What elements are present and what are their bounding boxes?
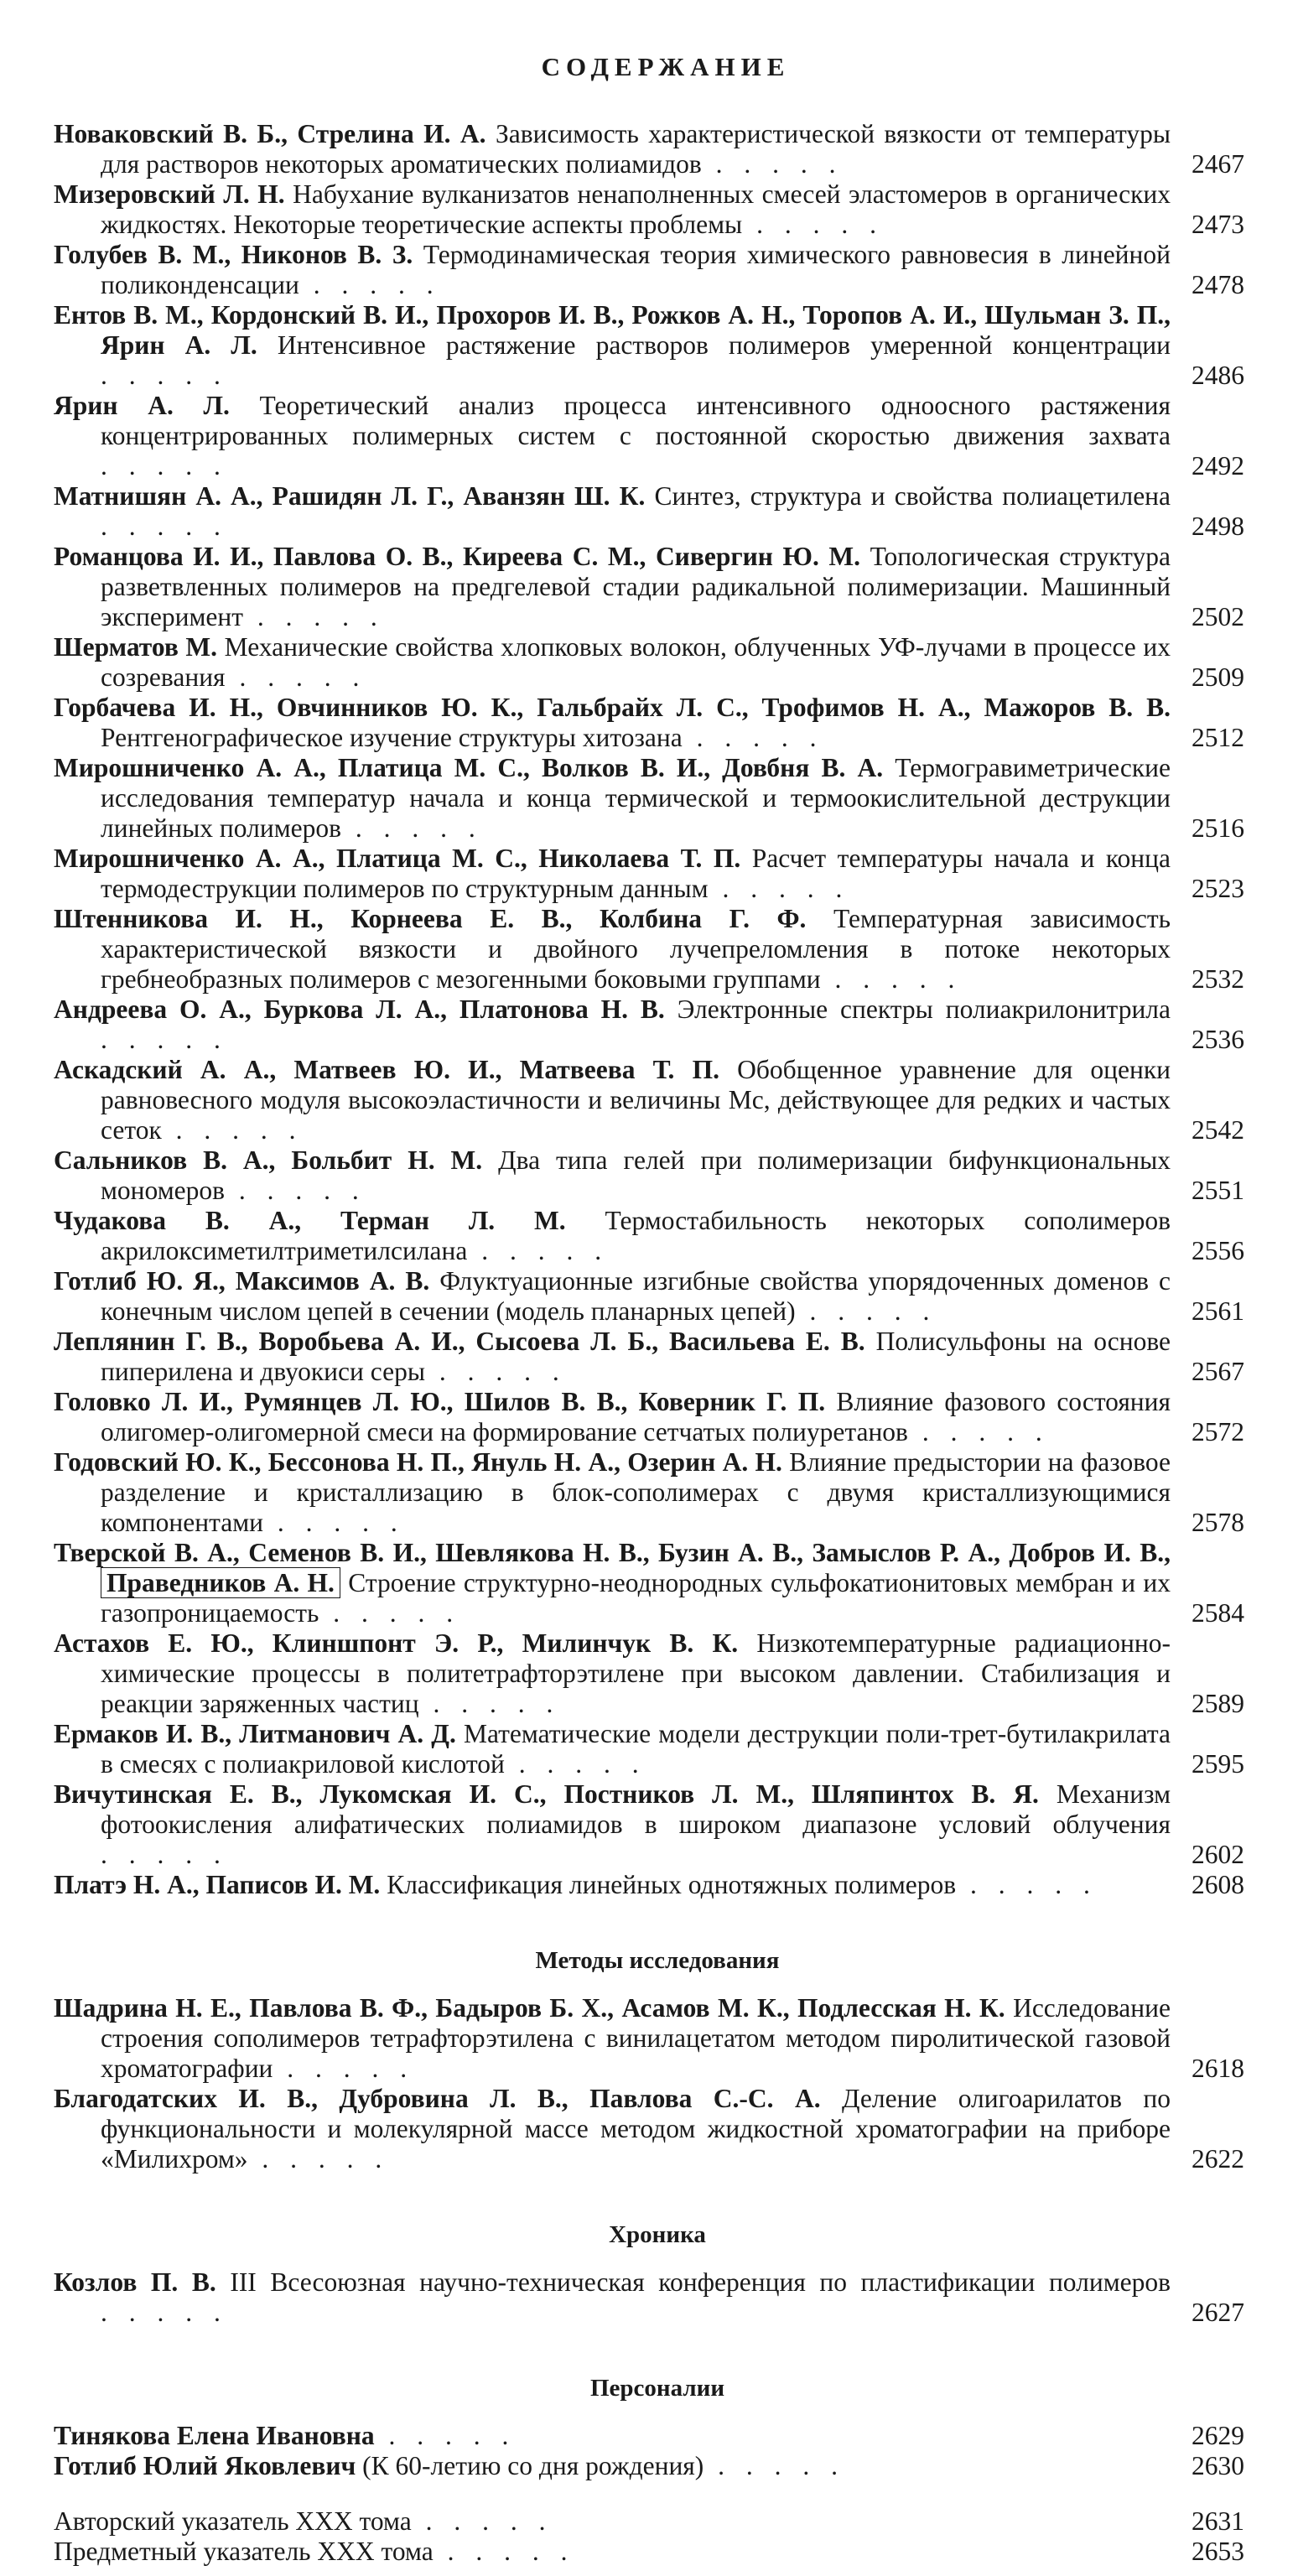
- dot-leader: . . . . .: [101, 361, 228, 390]
- entry-page-number: 2631: [1192, 2506, 1244, 2536]
- toc-entry-text: [54, 542, 1171, 632]
- dot-leader: . . . . .: [161, 1115, 304, 1145]
- toc-entry-text: [54, 844, 1171, 904]
- dot-leader: . . . . .: [956, 1870, 1098, 1899]
- toc-entry-text: [54, 1145, 1171, 1206]
- entry-authors: Аскадский А. А., Матвеев Ю. И., Матвеева Т. П.: [54, 1055, 719, 1084]
- dot-leader: . . . . .: [411, 2506, 553, 2536]
- dot-leader: . . . . .: [704, 2451, 846, 2480]
- toc-entry-text: [54, 2537, 1171, 2567]
- toc-entry-text: [54, 2451, 1171, 2481]
- entry-page-number: 2561: [1192, 1296, 1244, 1326]
- entry-page-number: 2595: [1192, 1749, 1244, 1779]
- toc-entry: [54, 481, 1244, 542]
- entry-boxed-author: Праведников А. Н.: [101, 1567, 340, 1598]
- dot-leader: . . . . .: [224, 1176, 366, 1205]
- toc-entry-text: [54, 300, 1171, 391]
- toc-entry-text: [54, 1779, 1171, 1870]
- entry-authors: Мирошниченко А. А., Платица М. С., Волков В. И., Довбня В. А.: [54, 753, 884, 782]
- toc-entry-text: [54, 1993, 1171, 2084]
- toc-entry-text: [54, 1327, 1171, 1387]
- entry-title: (К 60-летию со дня рождения): [362, 2451, 704, 2480]
- entry-authors: Новаковский В. Б., Стрелина И. А.: [54, 119, 486, 148]
- toc-entry: [54, 2421, 1244, 2451]
- entry-page-number: 2542: [1192, 1115, 1244, 1145]
- toc-entry: [54, 2537, 1244, 2567]
- entry-page-number: 2473: [1192, 210, 1244, 239]
- toc-entry: [54, 1055, 1244, 1145]
- entry-title: Влияние предыстории на фазовое разделение и кристаллизацию в блок-сополимерах с двумя кристаллизующимися компонентами: [101, 1447, 1171, 1537]
- toc-entry-text: [54, 1206, 1171, 1266]
- dot-leader: . . . . .: [504, 1749, 646, 1779]
- entry-page-number: 2584: [1192, 1598, 1244, 1628]
- entry-authors: Мизеровский Л. Н.: [54, 179, 285, 209]
- dot-leader: . . . . .: [101, 451, 228, 480]
- entry-title: Полисульфоны на основе пиперилена и двуокиси серы: [101, 1327, 1171, 1386]
- entry-authors: Готлиб Ю. Я., Максимов А. В.: [54, 1266, 430, 1296]
- entry-title: Классификация линейных однотяжных полимеров: [387, 1870, 957, 1899]
- toc-entry: [54, 693, 1244, 753]
- entry-authors: Платэ Н. А., Паписов И. М.: [54, 1870, 381, 1899]
- dot-leader: . . . . .: [263, 1508, 405, 1537]
- entry-title: Авторский указатель XXX тома: [54, 2506, 412, 2536]
- methods-entries-list: [54, 1993, 1244, 2174]
- toc-entry-text: [54, 1266, 1171, 1327]
- entry-page-number: 2608: [1192, 1870, 1244, 1899]
- dot-leader: . . . . .: [101, 1025, 228, 1054]
- toc-entry-text: [54, 1870, 1171, 1900]
- toc-entry: [54, 179, 1244, 240]
- entry-title: Влияние фазового состояния олигомер-олигомерной смеси на формирование сетчатых полиуретанов: [101, 1387, 1171, 1446]
- toc-entry: [54, 300, 1244, 391]
- entry-page-number: 2492: [1192, 451, 1244, 480]
- entry-title: Топологическая структура разветвленных полимеров на предгелевой стадии радикальной полимеризации. Машинный эксперимент: [101, 542, 1171, 631]
- toc-entry-text: [54, 995, 1171, 1055]
- dot-leader: . . . . .: [433, 2537, 575, 2566]
- toc-entry: [54, 1719, 1244, 1779]
- section-heading-methods: Методы исследования: [535, 1947, 780, 1974]
- dot-leader: . . . . .: [340, 813, 483, 843]
- entry-page-number: 2589: [1192, 1689, 1244, 1718]
- dot-leader: . . . . .: [247, 2144, 390, 2174]
- entry-title: Теоретический анализ процесса интенсивного одноосного растяжения концентрированных полимерных систем с постоянной скоростью движения захвата: [101, 391, 1171, 450]
- toc-entry-text: [54, 391, 1171, 481]
- entry-page-number: 2567: [1192, 1357, 1244, 1386]
- toc-entry: [54, 753, 1244, 844]
- toc-entry: [54, 1327, 1244, 1387]
- entry-title: Математические модели деструкции поли-трет-бутилакрилата в смесях с полиакриловой кислотой: [101, 1719, 1171, 1779]
- entry-title: Интенсивное растяжение растворов полимеров умеренной концентрации: [277, 330, 1171, 360]
- toc-entry-text: [54, 119, 1171, 179]
- entry-title: Зависимость характеристической вязкости от температуры для растворов некоторых ароматических полиамидов: [101, 119, 1171, 179]
- entry-page-number: 2516: [1192, 813, 1244, 843]
- toc-entry: [54, 240, 1244, 300]
- dot-leader: . . . . .: [418, 1689, 561, 1718]
- dot-leader: . . . . .: [101, 512, 228, 541]
- entry-authors: Романцова И. И., Павлова О. В., Киреева С. М., Сивергин Ю. М.: [54, 542, 861, 571]
- dot-leader: . . . . .: [467, 1236, 610, 1265]
- dot-leader: . . . . .: [101, 1840, 228, 1869]
- entry-authors: Ярин А. Л.: [54, 391, 230, 420]
- toc-entry-text: [54, 2506, 1171, 2537]
- entry-title: Исследование строения сополимеров тетрафторэтилена с винилацетатом методом пиролитической газовой хроматографии: [101, 1993, 1171, 2083]
- page-title: СОДЕРЖАНИЕ: [541, 52, 791, 81]
- toc-entry: [54, 1206, 1244, 1266]
- entry-page-number: 2502: [1192, 602, 1244, 631]
- toc-entry-text: [54, 1447, 1171, 1538]
- dot-leader: . . . . .: [424, 1357, 567, 1386]
- entry-page-number: 2572: [1192, 1417, 1244, 1446]
- dot-leader: . . . . .: [319, 1598, 461, 1628]
- main-entries-list: [54, 119, 1244, 1900]
- toc-entry: [54, 1266, 1244, 1327]
- entry-authors: Чудакова В. А., Терман Л. М.: [54, 1206, 566, 1235]
- entry-authors: Готлиб Юлий Яковлевич: [54, 2451, 356, 2480]
- entry-title: Строение структурно-неоднородных сульфокатионитовых мембран и их газопроницаемость: [101, 1568, 1171, 1628]
- entry-title: Рентгенографическое изучение структуры хитозана: [101, 723, 683, 752]
- entry-page-number: 2551: [1192, 1176, 1244, 1205]
- toc-entry-text: [54, 1387, 1171, 1447]
- toc-entry-text: [54, 1538, 1171, 1628]
- entry-title: Предметный указатель XXX тома: [54, 2537, 434, 2566]
- dot-leader: . . . . .: [795, 1296, 937, 1326]
- toc-entry: [54, 542, 1244, 632]
- toc-entry: [54, 1387, 1244, 1447]
- entry-authors: Ентов В. М., Кордонский В. И., Прохоров И. В., Рожков А. Н., Торопов А. И., Шульман З. П., Ярин А. Л.: [54, 300, 1171, 360]
- entry-page-number: 2627: [1192, 2298, 1244, 2327]
- toc-entry-text: [54, 693, 1171, 753]
- entry-authors: Благодатских И. В., Дубровина Л. В., Павлова С.-С. А.: [54, 2084, 821, 2113]
- entry-authors: Козлов П. В.: [54, 2267, 216, 2297]
- entry-page-number: 2630: [1192, 2451, 1244, 2480]
- dot-leader: . . . . .: [820, 964, 963, 994]
- toc-entry: [54, 844, 1244, 904]
- entry-authors: Годовский Ю. К., Бессонова Н. П., Януль Н. А., Озерин А. Н.: [54, 1447, 782, 1477]
- entry-authors: Астахов Е. Ю., Клиншпонт Э. Р., Милинчук В. К.: [54, 1628, 739, 1658]
- section-heading-chronicle: Хроника: [609, 2221, 706, 2248]
- dot-leader: . . . . .: [682, 723, 824, 752]
- entry-authors: Андреева О. А., Буркова Л. А., Платонова Н. В.: [54, 995, 665, 1024]
- entry-title: Механические свойства хлопковых волокон, облученных УФ-лучами в процессе их созревания: [101, 632, 1171, 692]
- toc-entry-text: [54, 753, 1171, 844]
- toc-entry-text: [54, 2267, 1171, 2328]
- dot-leader: . . . . .: [742, 210, 884, 239]
- toc-entry: [54, 1145, 1244, 1206]
- dot-leader: . . . . .: [273, 2054, 415, 2083]
- entry-authors: Сальников В. А., Больбит Н. М.: [54, 1145, 483, 1175]
- index-entries-list: [54, 2506, 1244, 2567]
- contents-page: [54, 52, 1244, 2567]
- entry-title: Электронные спектры полиакрилонитрила: [677, 995, 1171, 1024]
- entry-authors: Тинякова Елена Ивановна: [54, 2421, 375, 2450]
- section-heading-personalia: Персоналии: [589, 2375, 725, 2402]
- toc-entry-text: [54, 1055, 1171, 1145]
- entry-title: Синтез, структура и свойства полиацетилена: [654, 481, 1171, 511]
- toc-entry-text: [54, 1719, 1171, 1779]
- toc-entry-text: [54, 179, 1171, 240]
- toc-entry: [54, 119, 1244, 179]
- entry-page-number: 2498: [1192, 512, 1244, 541]
- entry-authors: Шадрина Н. Е., Павлова В. Ф., Бадыров Б. Х., Асамов М. К., Подлесская Н. К.: [54, 1993, 1005, 2023]
- entry-authors: Горбачева И. Н., Овчинников Ю. К., Гальбрайх Л. С., Трофимов Н. А., Мажоров В. В.: [54, 693, 1171, 722]
- entry-page-number: 2532: [1192, 964, 1244, 994]
- chronicle-entries-list: [54, 2267, 1244, 2328]
- toc-entry: [54, 904, 1244, 995]
- entry-page-number: 2629: [1192, 2421, 1244, 2450]
- entry-title: Флуктуационные изгибные свойства упорядоченных доменов с конечным числом цепей в сечении (модель планарных цепей): [101, 1266, 1171, 1326]
- entry-authors: Ермаков И. В., Литманович А. Д.: [54, 1719, 456, 1748]
- entry-title: Термогравиметрические исследования температур начала и конца термической и термоокислительной деструкции линейных полимеров: [101, 753, 1171, 843]
- entry-authors: Тверской В. А., Семенов В. И., Шевлякова Н. В., Бузин А. В., Замыслов Р. А., Добров И. В.,: [54, 1538, 1171, 1567]
- entry-title: Механизм фотоокисления алифатических полиамидов в широком диапазоне условий облучения: [101, 1779, 1171, 1839]
- dot-leader: . . . . .: [225, 662, 367, 692]
- toc-entry: [54, 2451, 1244, 2481]
- entry-title: Термостабильность некоторых сополимеров акрилоксиметилтриметилсилана: [101, 1206, 1171, 1265]
- toc-entry-text: [54, 904, 1171, 995]
- entry-page-number: 2512: [1192, 723, 1244, 752]
- toc-entry-text: [54, 2421, 1171, 2451]
- toc-entry: [54, 995, 1244, 1055]
- dot-leader: . . . . .: [701, 149, 844, 179]
- entry-page-number: 2509: [1192, 662, 1244, 692]
- entry-authors: Голубев В. М., Никонов В. З.: [54, 240, 413, 269]
- toc-entry-text: [54, 1628, 1171, 1719]
- dot-leader: . . . . .: [101, 2298, 228, 2327]
- entry-page-number: 2486: [1192, 361, 1244, 390]
- toc-entry: [54, 1779, 1244, 1870]
- entry-title: Два типа гелей при полимеризации бифункциональных мономеров: [101, 1145, 1171, 1205]
- entry-authors: Мирошниченко А. А., Платица М. С., Николаева Т. П.: [54, 844, 741, 873]
- entry-title: Набухание вулканизатов ненаполненных смесей эластомеров в органических жидкостях. Некоторые теоретические аспекты проблемы: [101, 179, 1171, 239]
- entry-page-number: 2478: [1192, 270, 1244, 299]
- entry-title: III Всесоюзная научно-техническая конференция по пластификации полимеров: [230, 2267, 1171, 2297]
- entry-page-number: 2467: [1192, 149, 1244, 179]
- toc-entry-text: [54, 2084, 1171, 2174]
- entry-title: Обобщенное уравнение для оценки равновесного модуля высокоэластичности и величины Mc, действующее для редких и частых сеток: [101, 1055, 1171, 1145]
- entry-page-number: 2602: [1192, 1840, 1244, 1869]
- entry-title: Деление олигоарилатов по функциональности и молекулярной массе методом жидкостной хроматографии на приборе «Милихром»: [101, 2084, 1171, 2174]
- toc-entry-text: [54, 481, 1171, 542]
- entry-title: Температурная зависимость характеристической вязкости и двойного лучепреломления в потоке некоторых гребнеобразных полимеров с мезогенными боковыми группами: [101, 904, 1171, 994]
- entry-authors: Шерматов М.: [54, 632, 218, 662]
- dot-leader: . . . . .: [243, 602, 385, 631]
- entry-title: Расчет температуры начала и конца термодеструкции полимеров по структурным данным: [101, 844, 1171, 903]
- entry-title: Низкотемпературные радиационно-химические процессы в политетрафторэтилене при высоком давлении. Стабилизация и реакции заряженных частиц: [101, 1628, 1171, 1718]
- toc-entry: [54, 632, 1244, 693]
- toc-entry: [54, 391, 1244, 481]
- toc-entry: [54, 1628, 1244, 1719]
- dot-leader: . . . . .: [907, 1417, 1050, 1446]
- dot-leader: . . . . .: [708, 874, 850, 903]
- entry-authors: Леплянин Г. В., Воробьева А. И., Сысоева Л. Б., Васильева Е. В.: [54, 1327, 865, 1356]
- toc-entry-text: [54, 240, 1171, 300]
- dot-leader: . . . . .: [374, 2421, 517, 2450]
- entry-authors: Штенникова И. Н., Корнеева Е. В., Колбина Г. Ф.: [54, 904, 807, 933]
- entry-authors: Головко Л. И., Румянцев Л. Ю., Шилов В. В., Коверник Г. П.: [54, 1387, 826, 1416]
- toc-entry: [54, 1993, 1244, 2084]
- toc-entry-text: [54, 632, 1171, 693]
- entry-page-number: 2622: [1192, 2144, 1244, 2174]
- entry-page-number: 2556: [1192, 1236, 1244, 1265]
- entry-page-number: 2618: [1192, 2054, 1244, 2083]
- dot-leader: . . . . .: [299, 270, 441, 299]
- entry-title: Термодинамическая теория химического равновесия в линейной поликонденсации: [101, 240, 1171, 299]
- personalia-entries-list: [54, 2421, 1244, 2481]
- toc-entry: [54, 2267, 1244, 2328]
- toc-entry: [54, 2506, 1244, 2537]
- entry-authors: Вичутинская Е. В., Лукомская И. С., Постников Л. М., Шляпинтох В. Я.: [54, 1779, 1039, 1809]
- entry-page-number: 2536: [1192, 1025, 1244, 1054]
- entry-authors: Матнишян А. А., Рашидян Л. Г., Аванзян Ш. К.: [54, 481, 646, 511]
- entry-page-number: 2523: [1192, 874, 1244, 903]
- toc-entry: [54, 2084, 1244, 2174]
- toc-entry: [54, 1447, 1244, 1538]
- toc-entry: [54, 1870, 1244, 1900]
- entry-page-number: 2653: [1192, 2537, 1244, 2566]
- entry-page-number: 2578: [1192, 1508, 1244, 1537]
- toc-entry: [54, 1538, 1244, 1628]
